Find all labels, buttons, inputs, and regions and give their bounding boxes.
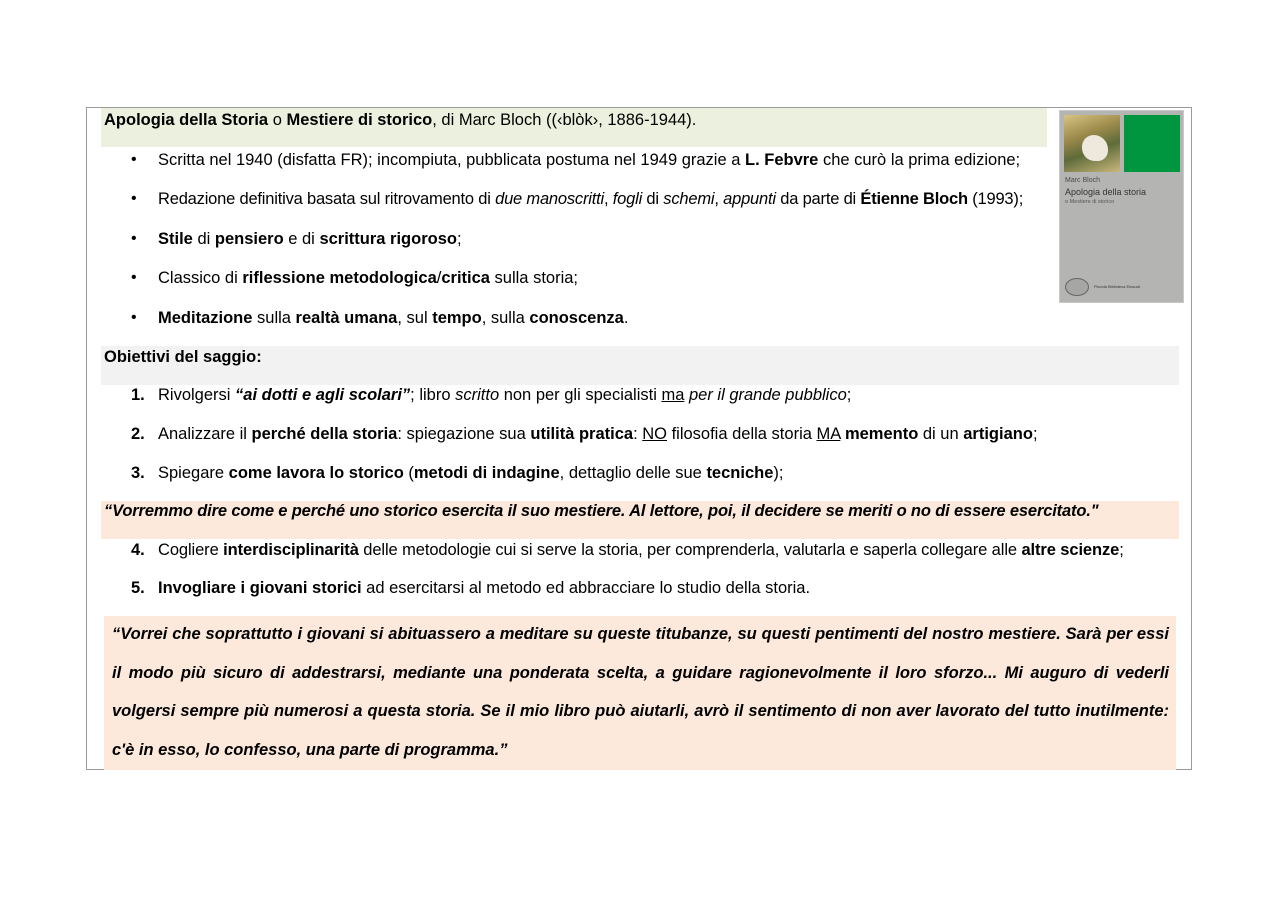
text: : spiegazione sua [397, 425, 531, 443]
italic-text: scritto [455, 386, 500, 404]
objective-number: 1. [131, 386, 145, 404]
bullet-dot: • [131, 190, 137, 207]
title-connector: o [268, 111, 287, 129]
text: , sul [397, 309, 433, 327]
text: / [436, 269, 442, 287]
bullet-item-1 [158, 150, 1020, 170]
text: che curò la prima edizione; [818, 151, 1021, 169]
objectives-heading-band [101, 346, 1179, 385]
bold-text: Meditazione [158, 309, 253, 327]
text: ; libro [410, 386, 456, 404]
text: , [603, 190, 613, 208]
text: filosofia della storia [667, 425, 817, 443]
cover-title: Apologia della storia [1065, 187, 1147, 197]
cover-green-block [1124, 115, 1180, 172]
bold-text: interdisciplinarità [223, 541, 359, 559]
italic-text: due manoscritti [495, 190, 604, 208]
bullet-dot: • [131, 309, 137, 326]
text: Scritta nel 1940 (disfatta FR); incompiuta, pubblicata postuma nel 1949 grazie a [158, 151, 745, 169]
quote-2: “Vorrei che soprattutto i giovani si abituassero a meditare su queste titubanze, su questi pentimenti del nostro mestiere. Sarà per essi il modo più sicuro di addestrarsi, mediante una ponderata scelta, a guidare ragionevolmente il loro sforzo... Mi auguro di vederli volgersi sempre più numerosi a questa storia. Se il mio libro può aiutarli, avrò il sentimento di non aver lavorato del tutto inutilmente: c'è in esso, lo confesso, una parte di programma.” [112, 625, 1169, 759]
document-title [104, 110, 696, 130]
text: di [192, 230, 215, 248]
text: , dettaglio delle sue [559, 464, 707, 482]
text: (1993); [967, 190, 1024, 208]
bold-text: scrittura rigoroso [319, 230, 457, 248]
bullet-dot: • [131, 151, 137, 168]
text: , sulla [481, 309, 530, 327]
text: non per gli specialisti [499, 386, 662, 404]
bold-text: pensiero [214, 230, 284, 248]
text: . [623, 309, 629, 327]
text: Cogliere [158, 541, 224, 559]
text: ; [846, 386, 852, 404]
bold-text: L. Febvre [745, 151, 819, 169]
text: : [633, 425, 643, 443]
text: Analizzare il [158, 425, 252, 443]
italic-text: per il grande pubblico [688, 386, 847, 404]
objective-item-3 [158, 463, 783, 483]
title-mestiere: Mestiere di storico [286, 111, 433, 129]
text: di [642, 190, 664, 208]
text: sulla storia; [489, 269, 579, 287]
bold-text: utilità pratica [530, 425, 634, 443]
bold-text: memento [844, 425, 919, 443]
bullet-item-2 [158, 189, 1023, 209]
text: ad esercitarsi al metodo ed abbracciare lo studio della storia. [361, 579, 811, 597]
bullet-item-5 [158, 308, 628, 328]
text: ; [1119, 541, 1124, 559]
bold-text: realtà umana [295, 309, 398, 327]
text: ); [773, 464, 784, 482]
bold-text: conoscenza [529, 309, 624, 327]
objective-item-2 [158, 424, 1038, 444]
objective-number: 3. [131, 464, 145, 482]
bold-text: perché della storia [251, 425, 398, 443]
book-cover-image [1059, 110, 1184, 303]
bold-text: Stile [158, 230, 193, 248]
bold-text: critica [441, 269, 490, 287]
bullet-item-4 [158, 268, 578, 288]
underlined-text: MA [816, 425, 841, 443]
title-author: , di Marc Bloch ((‹blòk›, 1886-1944). [432, 111, 697, 129]
cover-subtitle: o Mestiere di storico [1065, 199, 1115, 205]
bullet-dot: • [131, 230, 137, 247]
text: e di [283, 230, 320, 248]
bullet-dot: • [131, 269, 137, 286]
bold-text: come lavora lo storico [228, 464, 404, 482]
bullet-item-3 [158, 229, 462, 249]
text: Redazione definitiva basata sul ritrovamento di [158, 190, 496, 208]
text: Spiegare [158, 464, 229, 482]
text: di un [918, 425, 964, 443]
text: delle metodologie cui si serve la storia, per comprenderla, valutarla e saperla collegare alle [358, 541, 1022, 559]
italic-text: schemi [663, 190, 715, 208]
objective-number: 5. [131, 579, 145, 597]
objective-number: 2. [131, 425, 145, 443]
bold-text: Étienne Bloch [860, 190, 968, 208]
bold-text: altre scienze [1021, 541, 1120, 559]
text: sulla [252, 309, 296, 327]
quote-1: “Vorremmo dire come e perché uno storico esercita il suo mestiere. Al lettore, poi, il decidere se meriti o no di essere esercitato." [104, 502, 1099, 520]
text: ; [456, 230, 462, 248]
bold-text: tecniche [706, 464, 774, 482]
bold-text: metodi di indagine [413, 464, 560, 482]
bold-text: riflessione metodologica [242, 269, 437, 287]
objective-number: 4. [131, 541, 145, 559]
objectives-heading: Obiettivi del saggio: [104, 348, 262, 366]
objective-item-4 [158, 540, 1124, 560]
horse-rider-figure [1082, 135, 1108, 161]
italic-text: appunti [723, 190, 776, 208]
cover-author: Marc Bloch [1065, 177, 1101, 184]
text: , [714, 190, 724, 208]
objective-item-1 [158, 385, 851, 405]
underlined-text: NO [642, 425, 667, 443]
cover-publisher: Piccola Biblioteca Einaudi [1094, 284, 1140, 289]
bold-text: Invogliare i giovani storici [158, 579, 362, 597]
text: Classico di [158, 269, 243, 287]
bold-text: artigiano [963, 425, 1033, 443]
bold-text: tempo [432, 309, 482, 327]
text: da parte di [775, 190, 861, 208]
publisher-logo-icon [1065, 278, 1089, 296]
objective-item-5 [158, 578, 810, 598]
italic-text: fogli [612, 190, 643, 208]
text: Rivolgersi [158, 386, 236, 404]
underlined-text: ma [661, 386, 685, 404]
text: ( [403, 464, 414, 482]
bold-italic-text: “ai dotti e agli scolari” [235, 386, 411, 404]
text: ; [1032, 425, 1038, 443]
cover-painting [1064, 115, 1120, 172]
title-apologia: Apologia della Storia [104, 111, 269, 129]
